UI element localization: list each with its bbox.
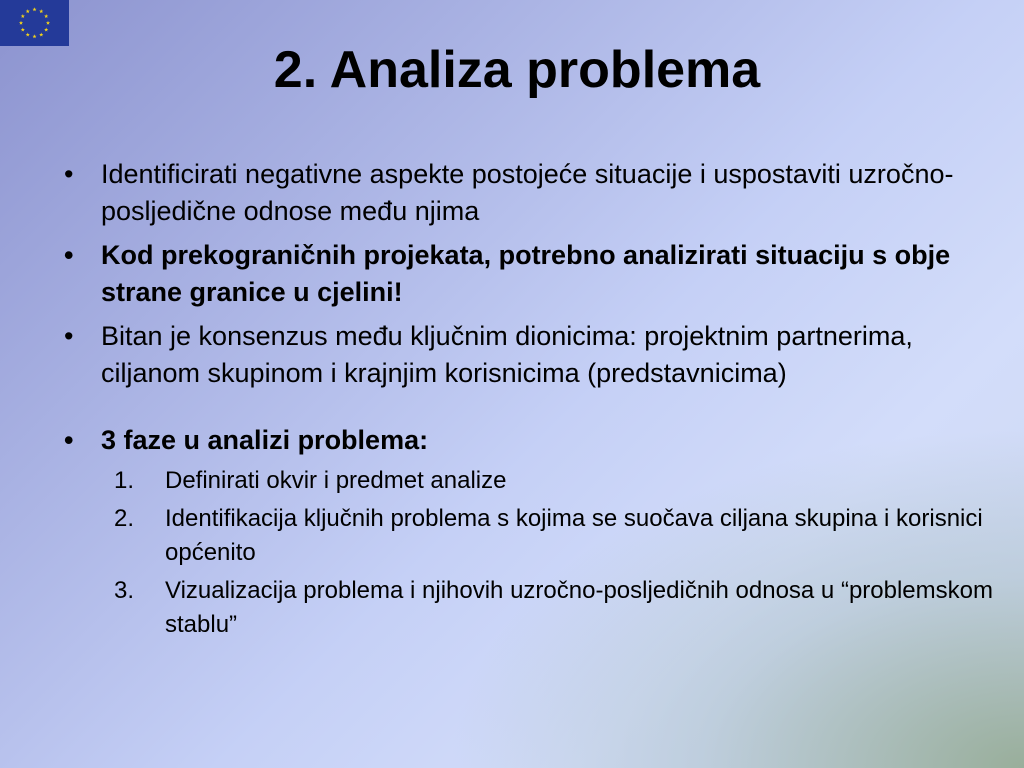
bullet-marker: • <box>64 159 74 189</box>
phase-text: Definirati okvir i predmet analize <box>165 467 507 494</box>
bullet-item-1 <box>64 156 994 230</box>
eu-star <box>26 9 30 13</box>
bullet-item-3 <box>64 318 994 392</box>
eu-star <box>46 21 50 25</box>
eu-star <box>44 14 48 18</box>
bullet-marker: • <box>64 321 74 351</box>
slide-content <box>64 156 994 646</box>
phase-item-1 <box>114 464 994 498</box>
eu-star <box>21 14 25 18</box>
eu-star <box>19 21 23 25</box>
eu-star <box>32 7 36 11</box>
phase-item-2 <box>114 502 994 570</box>
phase-number: 1. <box>114 467 135 494</box>
eu-star <box>44 28 48 32</box>
phases-list <box>64 464 994 642</box>
slide-title: 2. Analiza problema <box>273 41 761 99</box>
bullet-item-2 <box>64 237 994 311</box>
bullet-text: Identificirati negativne aspekte postojeće situacije i uspostaviti uzročno-posljedične odnose među njima <box>101 159 954 226</box>
bullet-marker: • <box>64 425 74 455</box>
bullet-marker: • <box>64 240 74 270</box>
bullet-item-4 <box>64 422 994 459</box>
eu-star <box>39 9 43 13</box>
bullet-text: 3 faze u analizi problema: <box>101 425 429 455</box>
phase-text: Vizualizacija problema i njihovih uzročno-posljedičnih odnosa u “problemskom stablu” <box>165 577 993 638</box>
phase-text: Identifikacija ključnih problema s kojima se suočava ciljana skupina i korisnici općenito <box>165 505 983 566</box>
phase-item-3 <box>114 574 994 642</box>
phase-number: 2. <box>114 505 135 532</box>
eu-star <box>21 28 25 32</box>
bullet-text: Bitan je konsenzus među ključnim dionicima: projektnim partnerima, ciljanom skupinom i krajnjim korisnicima (predstavnicima) <box>101 321 913 388</box>
phase-number: 3. <box>114 577 135 604</box>
bullet-text: Kod prekograničnih projekata, potrebno analizirati situaciju s obje strane granice u cjelini! <box>101 240 951 307</box>
